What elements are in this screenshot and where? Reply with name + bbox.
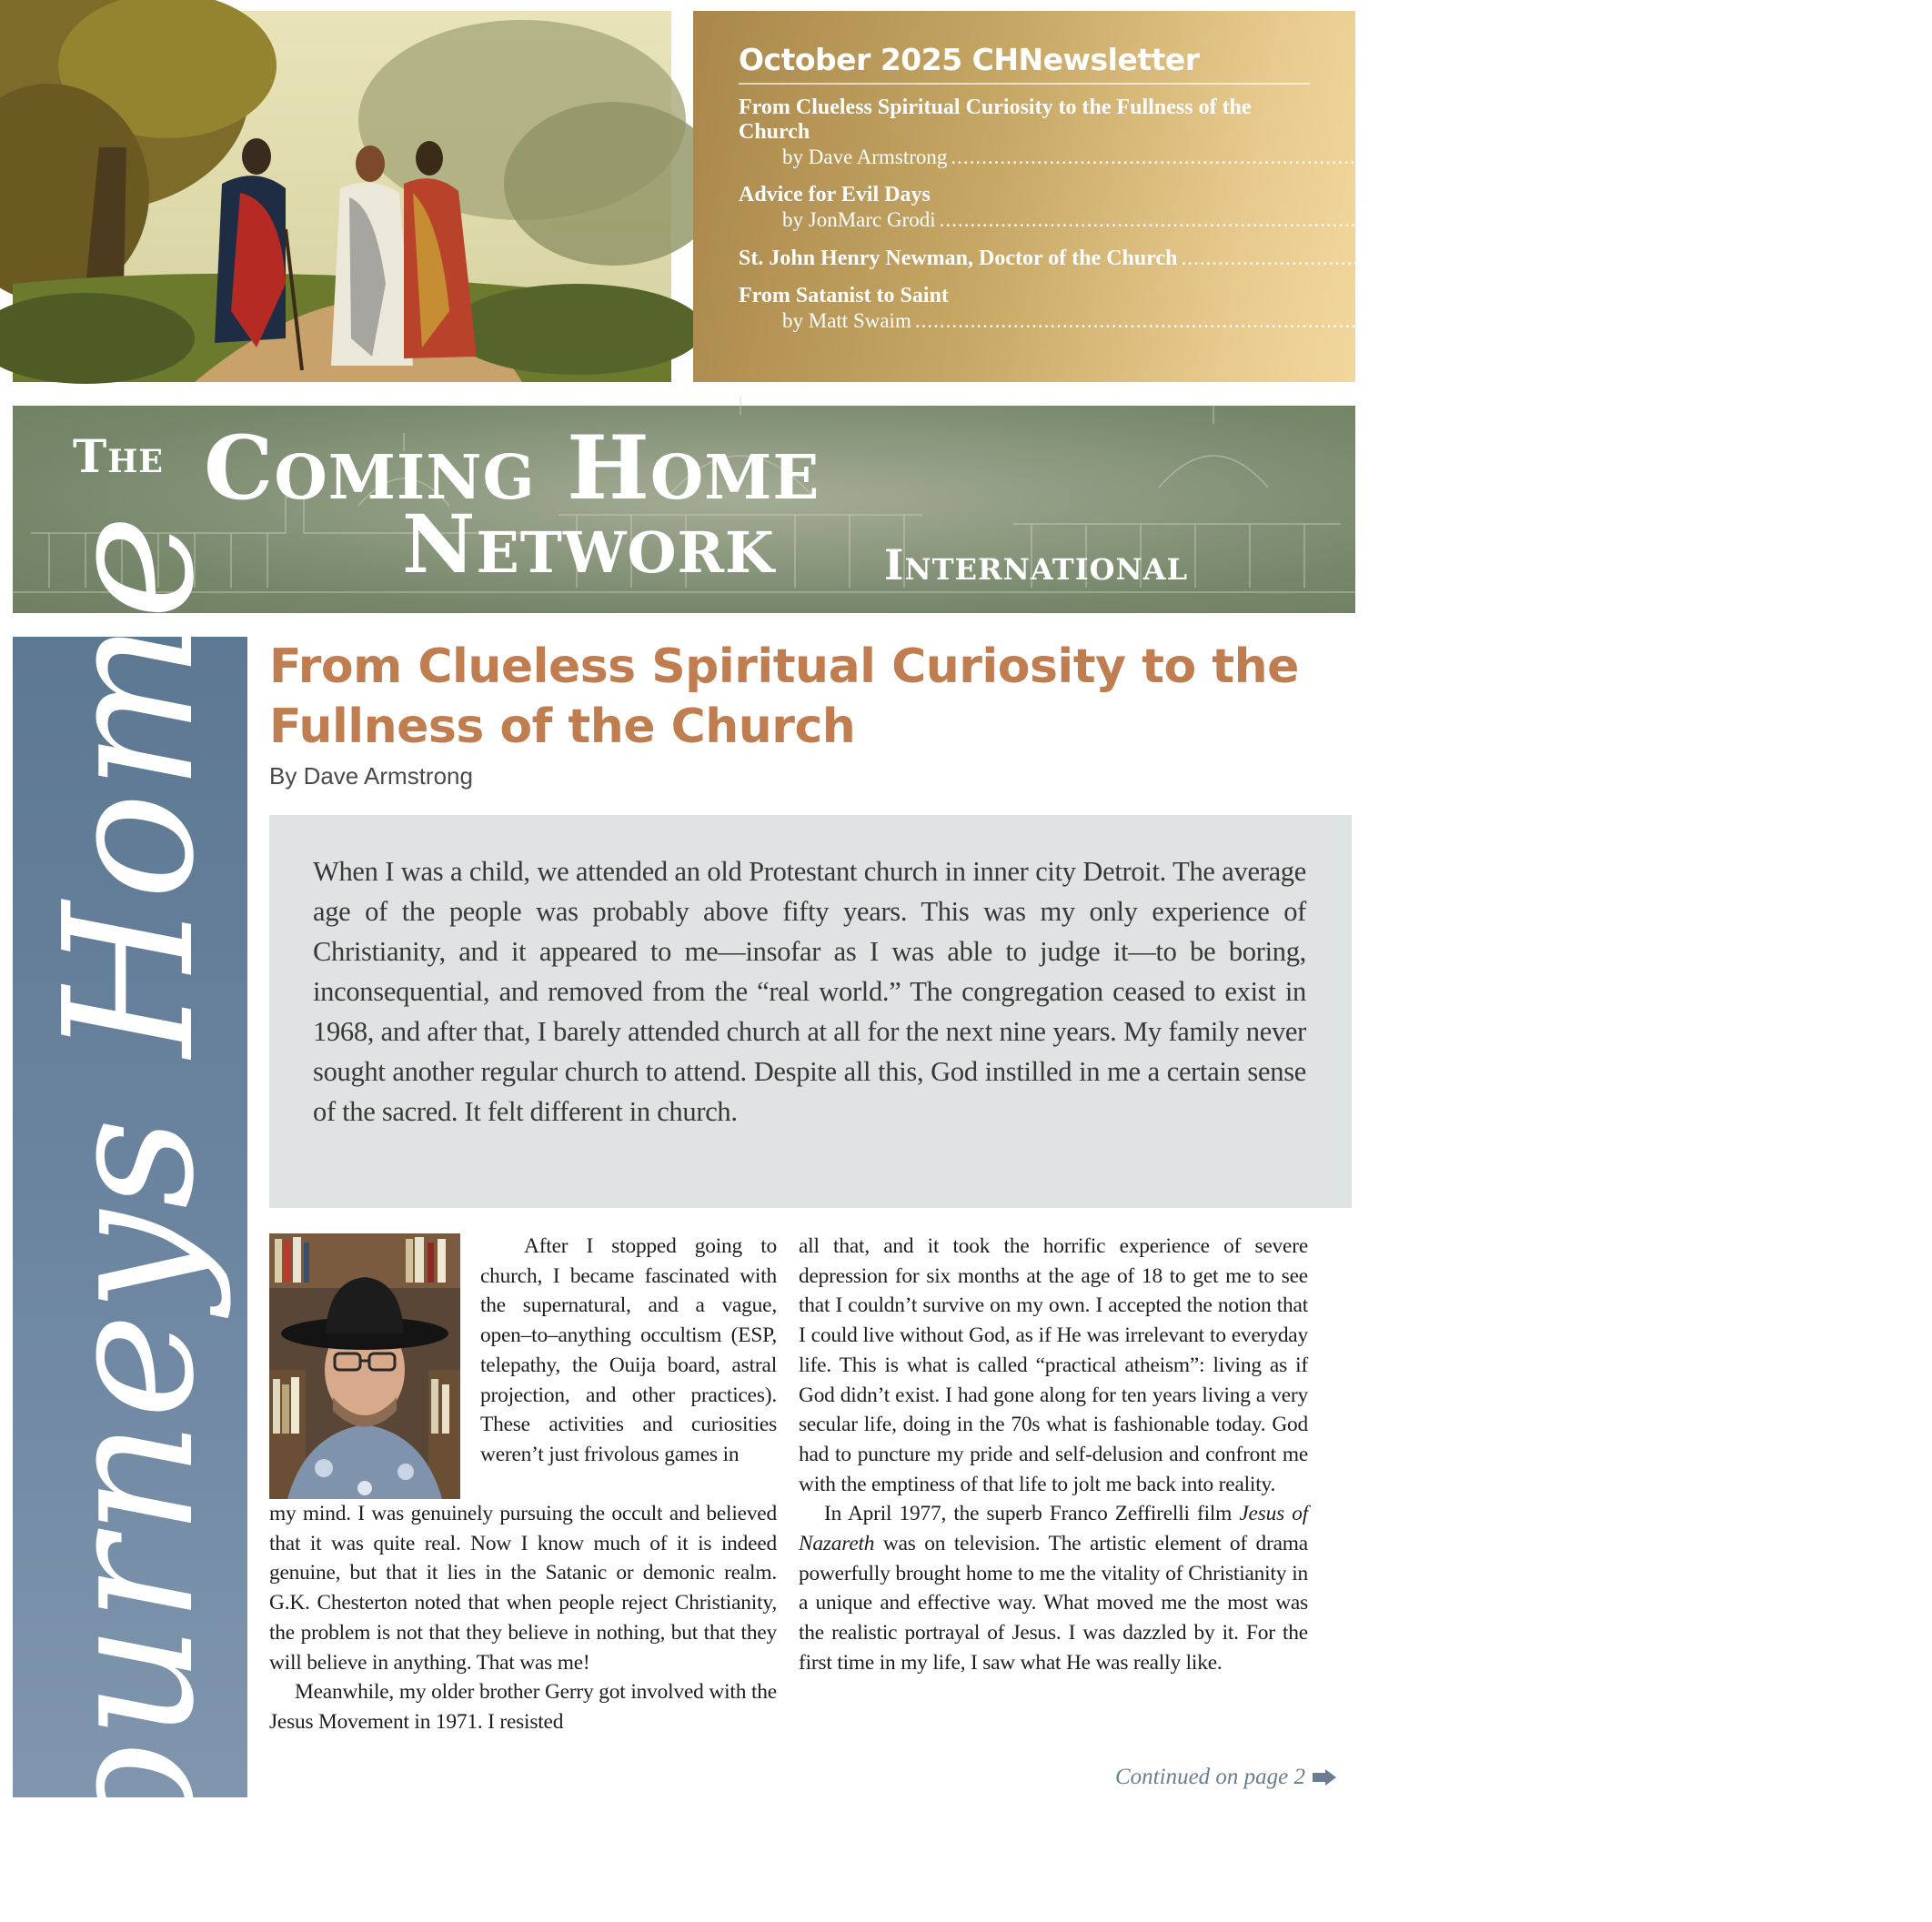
continued-link[interactable] xyxy=(1115,1765,1336,1790)
article-column-2 xyxy=(799,1232,1308,1678)
arrow-right-icon xyxy=(1313,1769,1336,1786)
article-column-1 xyxy=(269,1499,777,1737)
continued-text: Continued on page 2 xyxy=(1115,1765,1306,1789)
toc-entry-title: Advice for Evil Days xyxy=(739,183,931,206)
masthead-coming-home: Coming Home xyxy=(204,417,820,519)
toc-entry-byline: by Matt Swaim xyxy=(782,309,911,332)
toc-entry-4[interactable] xyxy=(739,284,1666,334)
cover-painting xyxy=(13,11,671,382)
film-title: Jesus of Nazareth xyxy=(799,1502,1308,1556)
masthead-the: The xyxy=(73,429,164,483)
toc-entry-page: 1 xyxy=(1691,146,1702,168)
article-column-1-wrap xyxy=(480,1232,777,1470)
article-paragraph: In April 1977, the superb Franco Zeffirelli film Jesus of Nazareth was on television. The artistic element of drama powerfully brought home to me the vitality of Christianity in a unique and effective way. What moved me the most was the realistic portrayal of Jesus. I was dazzled by it. For the first time in my life, I saw what He was really like. xyxy=(799,1502,1308,1675)
toc-entry-1[interactable] xyxy=(739,96,1702,170)
toc-entry-title: St. John Henry Newman, Doctor of the Church xyxy=(739,247,1178,270)
toc-entry-2[interactable] xyxy=(739,183,1691,233)
article-paragraph: After I stopped going to church, I became fascinated with the supernatural, and a vague, open–to–anything occultism (ESP, telepathy, the Ouija board, astral projection, and other practices). These activities and curiosities weren’t just frivolous games in xyxy=(480,1234,777,1466)
toc-entry-title: From Clueless Spiritual Curiosity to the Fullness of the Church xyxy=(739,96,1252,144)
article-byline: By Dave Armstrong xyxy=(269,762,473,790)
article-title: From Clueless Spiritual Curiosity to the Fullness of the Church xyxy=(269,639,1299,754)
toc-entry-page: 9 xyxy=(1655,309,1666,332)
toc-leader-dots: ........................................................................................................................ xyxy=(939,208,1676,231)
toc-entry-page: 4 xyxy=(1679,208,1691,231)
toc-entry-page: 6 xyxy=(1921,247,1932,269)
masthead-network: Network xyxy=(402,497,775,591)
intro-text: When I was a child, we attended an old Protestant church in inner city Detroit. The average age of the people was probably above fifty years. This was my only experience of Christianity, and it appeared to me—insofar as I was able to judge it—to be boring, inconsequential, and removed from the “real world.” The congregation ceased to exist in 1968, and after that, I barely attended church at all for the next nine years. My family never sought another regular church to attend. Despite all this, God instilled in me a certain sense of the sacred. It felt different in church. xyxy=(313,856,1306,1127)
intro-box xyxy=(269,815,1352,1208)
toc-entry-byline: by JonMarc Grodi xyxy=(782,208,936,231)
author-photo xyxy=(269,1233,460,1499)
article-paragraph: Meanwhile, my older brother Gerry got involved with the Jesus Movement in 1971. I resisted xyxy=(269,1680,777,1734)
toc-entry-3[interactable] xyxy=(739,246,1932,271)
toc-title: October 2025 CHNewsletter xyxy=(739,42,1310,85)
sidebar-label: Journeys Home xyxy=(26,512,234,1922)
toc-entry-byline: by Dave Armstrong xyxy=(782,146,948,168)
toc-leader-dots: ........................................................................................................................ xyxy=(951,146,1688,168)
table-of-contents xyxy=(693,11,1932,382)
sidebar-journeys-home xyxy=(13,512,247,1922)
article-paragraph: my mind. I was genuinely pursuing the occult and believed that it was quite real. Now I know much of it is indeed genuine, but that it lies in the Satanic or demonic realm. G.K. Chesterton noted that when people reject Christianity, the problem is not that they believe in nothing, but that they will believe in anything. That was me! xyxy=(269,1502,777,1675)
toc-leader-dots: ........................................................................................................................ xyxy=(1181,247,1918,269)
toc-entry-title: From Satanist to Saint xyxy=(739,284,949,307)
masthead-international: International xyxy=(884,540,1189,589)
toc-leader-dots: ........................................................................................................................ xyxy=(914,309,1652,332)
article-paragraph: all that, and it took the horrific experience of severe depression for six months at the age of 18 to get me to see that I couldn’t survive on my own. I accepted the notion that I could live without God, as if He was irrelevant to everyday life. This is what is called “practical atheism”: living as if God didn’t exist. I had gone along for ten years living a very secular life, doing in the 70s what is fashionable today. God had to puncture my pride and self-delusion and confront me with the emptiness of that life to jolt me back into reality. xyxy=(799,1234,1308,1496)
